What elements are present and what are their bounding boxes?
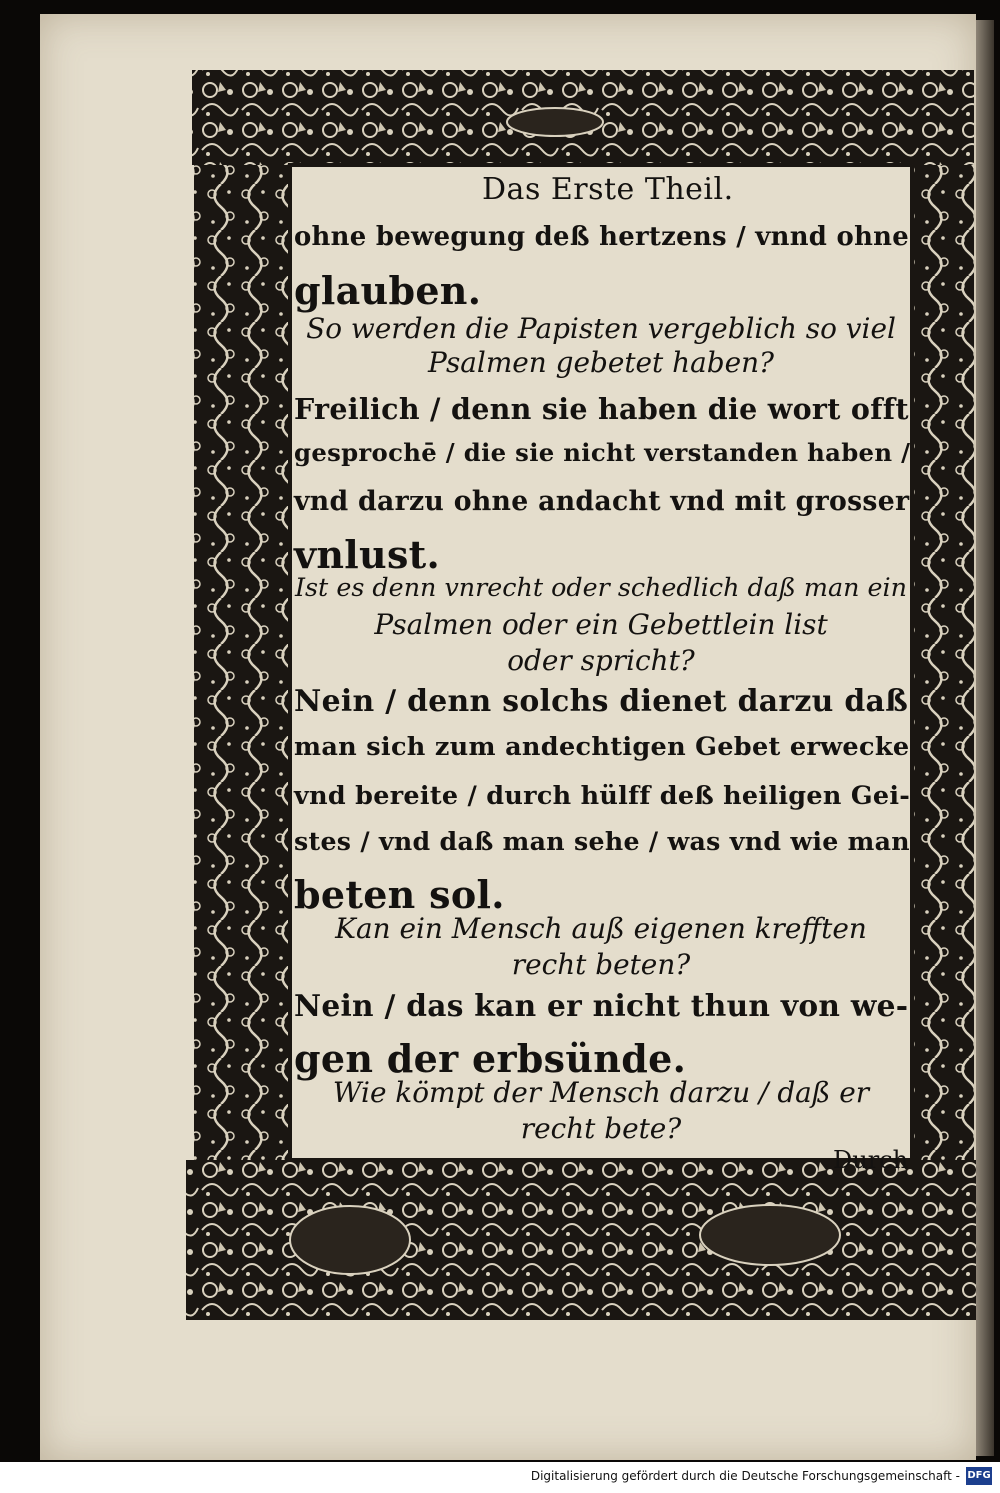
corn-cob-icon (507, 108, 603, 136)
catchword: Durch (833, 1146, 909, 1174)
answer-line: Nein / das kan er nicht thun von we- (294, 988, 909, 1023)
running-head: Das Erste Theil. (482, 172, 734, 207)
answer-line: gesprochē / die sie nicht verstanden haben / (294, 438, 911, 467)
answer-line: stes / vnd daß man sehe / was vnd wie man (294, 826, 910, 856)
question-line: oder spricht? (507, 644, 695, 677)
answer-line: Freilich / denn sie haben die wort offt (294, 392, 909, 426)
dfg-logo-icon: DFG (966, 1467, 992, 1485)
question-line: recht beten? (511, 948, 691, 981)
question-line: Psalmen gebetet haben? (427, 346, 775, 379)
answer-line: vnd bereite / durch hülff deß heiligen Gei- (294, 780, 911, 810)
question-line: Psalmen oder ein Gebettlein list (374, 608, 828, 641)
question-line: Wie kömpt der Mensch darzu / daß er (332, 1076, 870, 1109)
question-line: Kan ein Mensch auß eigenen krefften (335, 912, 867, 945)
footer-credit: Digitalisierung gefördert durch die Deutsche Forschungsgemeinschaft - (530, 1469, 960, 1483)
woodcut-border-left (194, 165, 290, 1160)
answer-line: ohne bewegung deß hertzens / vnnd ohne (294, 222, 910, 252)
answer-line: vnlust. (294, 532, 441, 577)
answer-line: man sich zum andechtigen Gebet erwecke (294, 732, 910, 762)
question-line: recht bete? (520, 1112, 682, 1145)
answer-line: gen der erbsünde. (294, 1036, 687, 1081)
animal-figure-icon (700, 1205, 840, 1265)
answer-line: glauben. (294, 268, 482, 313)
woodcut-border-right (912, 165, 974, 1160)
answer-line: beten sol. (294, 872, 505, 917)
answer-line: vnd darzu ohne andacht vnd mit grosser (294, 486, 910, 517)
question-line: Ist es denn vnrecht oder schedlich daß man ein (295, 572, 907, 602)
question-line: So werden die Papisten vergeblich so viel (306, 312, 896, 345)
footer-bar (0, 1462, 1000, 1493)
answer-line: Nein / denn solchs dienet darzu daß (294, 684, 909, 719)
animal-figure-icon (290, 1206, 410, 1274)
